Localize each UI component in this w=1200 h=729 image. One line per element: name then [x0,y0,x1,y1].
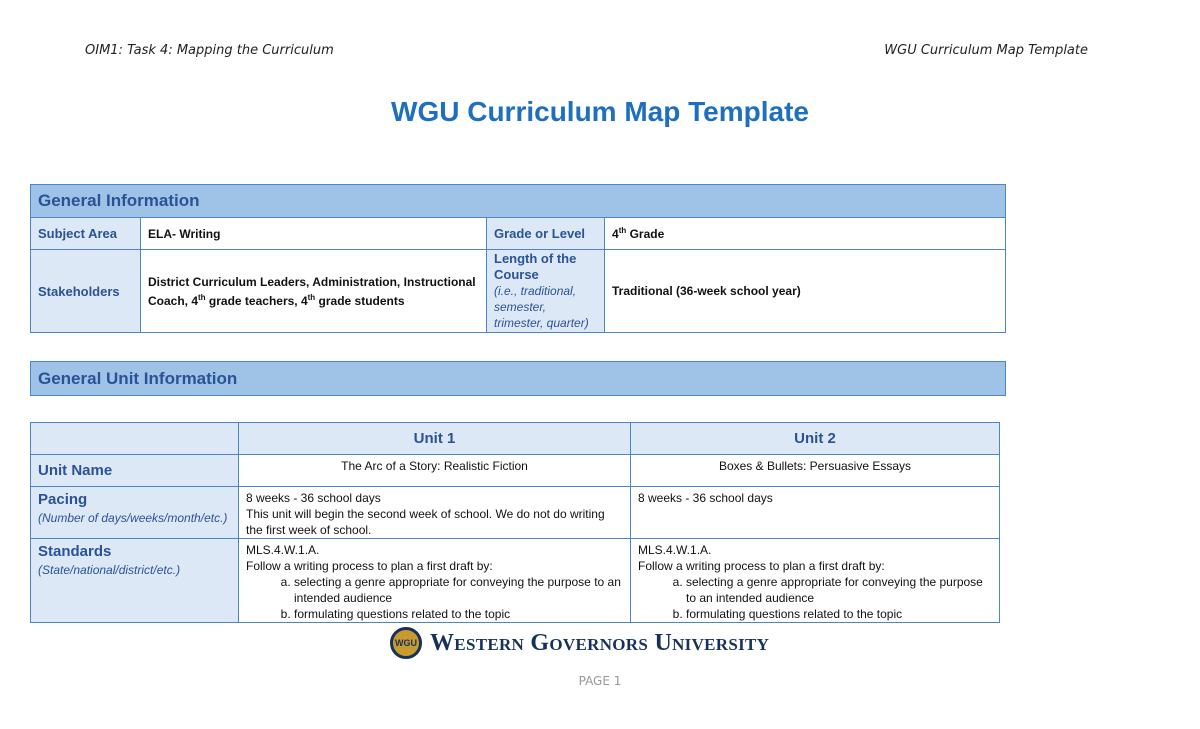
page-number: PAGE 1 [578,674,622,688]
sup: th [198,292,206,302]
pacing-label [31,487,239,539]
length-title: Length of the Course [494,251,577,282]
standards-label [31,539,239,623]
unit1-name: The Arc of a Story: Realistic Fiction [239,455,631,487]
list-item: b. formulating questions related to the topic [686,606,992,622]
standards-hint: (State/national/district/etc.) [38,563,181,577]
grade-value [605,218,1006,250]
stakeholders-value [141,250,487,333]
section-heading: General Information [31,185,1006,218]
section-heading: General Unit Information [31,362,1006,396]
unit2-pacing: 8 weeks - 36 school days [631,487,1000,539]
t: grade teachers, 4 [205,293,308,308]
t: MLS.4.W.1.A. [638,543,712,557]
logo-text: Western Governors University [430,629,770,656]
t: This unit will begin the second week of school. We do not do writing the first week of school. [246,507,605,537]
standards-title: Standards [38,543,112,560]
t: Follow a writing process to plan a first draft by: [246,559,493,573]
blank-cell [31,423,239,455]
t: MLS.4.W.1.A. [246,543,320,557]
page-title: WGU Curriculum Map Template [391,96,809,127]
unit1-standards [239,539,631,623]
pacing-hint: (Number of days/weeks/month/etc.) [38,511,228,525]
header-right: WGU Curriculum Map Template [884,43,1088,58]
grade-rest: Grade [626,227,665,241]
t: 8 weeks - 36 school days [246,491,381,505]
t: grade students [315,293,405,308]
length-hint: (i.e., traditional, semester, trimester, quarter) [494,284,589,330]
general-info-table [30,184,1006,333]
list-item: a. selecting a genre appropriate for conveying the purpose to an intended audience [686,574,992,606]
unit-info-heading-table [30,361,1006,396]
t: Follow a writing process to plan a first draft by: [638,559,885,573]
stakeholders-label: Stakeholders [31,250,141,333]
header-left: OIM1: Task 4: Mapping the Curriculum [85,43,334,58]
unit-name-label: Unit Name [31,455,239,487]
subject-label: Subject Area [31,218,141,250]
t: District Curriculum Leaders, Administration, Instructional Coach, 4 [148,274,476,308]
subject-value: ELA- Writing [141,218,487,250]
wgu-logo [390,627,769,659]
sup: th [307,292,316,302]
unit2-standards [631,539,1000,623]
length-label [487,250,605,333]
units-table [30,422,1000,623]
list-item: b. formulating questions related to the topic [294,606,623,622]
unit1-pacing [239,487,631,539]
grade-label: Grade or Level [487,218,605,250]
seal-icon: WGU [390,627,422,659]
length-value: Traditional (36-week school year) [605,250,1006,333]
grade-num: 4 [612,227,619,241]
pacing-title: Pacing [38,491,88,508]
sup: th [618,226,627,235]
unit2-header: Unit 2 [631,423,1000,455]
list-item: a. selecting a genre appropriate for conveying the purpose to an intended audience [294,574,623,606]
unit2-name: Boxes & Bullets: Persuasive Essays [631,455,1000,487]
unit1-header: Unit 1 [239,423,631,455]
